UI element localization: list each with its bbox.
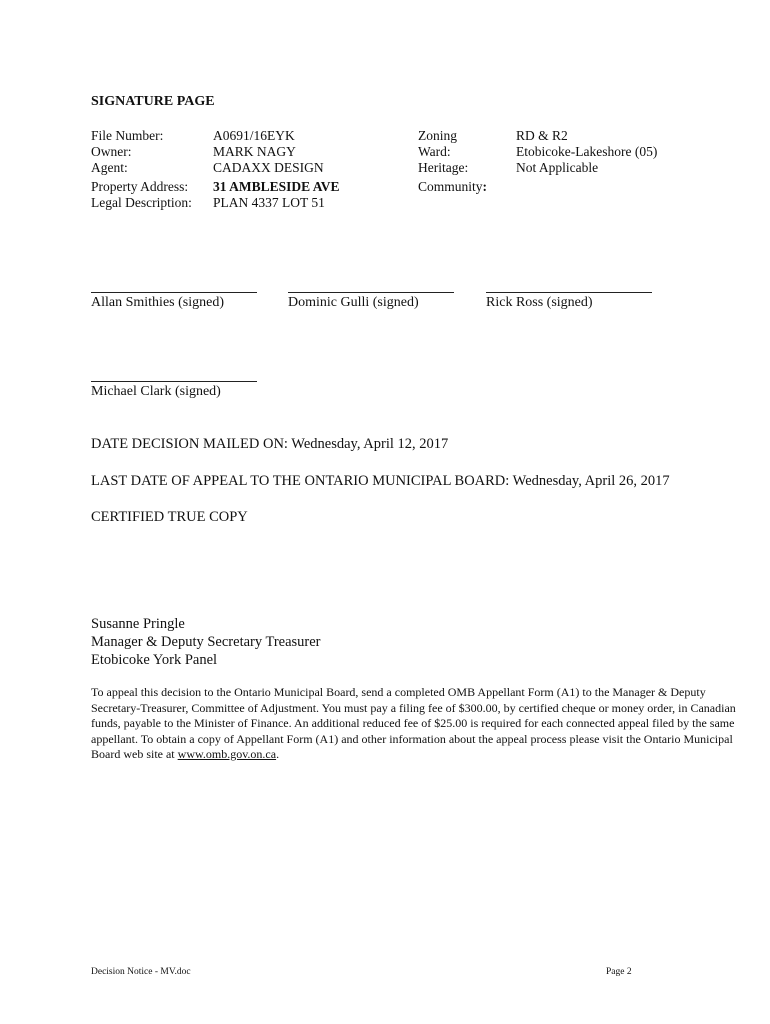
signature-name: Allan Smithies (signed): [91, 295, 224, 310]
appeal-instructions-text: To appeal this decision to the Ontario Municipal Board, send a completed OMB Appellant Form (A1) to the Manager & Deputy Secretary-Treasurer, Committee of Adjustment. You must pay a filing fee of $300.00, by certified cheque or money order, in Canadian funds, payable to the Minister of Finance. An additional reduced fee of $25.00 is required for each connected appeal filed by the same appellant. To obtain a copy of Appellant Form (A1) and other information about the appeal process please visit the Ontario Municipal Board web site at: [91, 685, 736, 761]
certified-true-copy: CERTIFIED TRUE COPY: [91, 509, 248, 525]
appeal-instructions: [91, 685, 741, 763]
file-number-value: A0691/16EYK: [213, 128, 295, 143]
footer-document-name: Decision Notice - MV.doc: [91, 967, 191, 977]
agent-label: Agent:: [91, 160, 128, 175]
signer-panel: Etobicoke York Panel: [91, 652, 218, 668]
signer-title: Manager & Deputy Secretary Treasurer: [91, 634, 321, 650]
appeal-instructions-end: .: [276, 747, 280, 761]
heritage-label: Heritage:: [418, 160, 469, 175]
property-address-value: 31 AMBLESIDE AVE: [213, 179, 340, 194]
zoning-value: RD & R2: [516, 128, 568, 143]
ward-label: Ward:: [418, 144, 451, 159]
signature-name: Michael Clark (signed): [91, 384, 221, 399]
owner-value: MARK NAGY: [213, 144, 296, 159]
legal-description-value: PLAN 4337 LOT 51: [213, 195, 325, 210]
agent-value: CADAXX DESIGN: [213, 160, 324, 175]
community-label: [418, 179, 487, 195]
signature-line: [91, 381, 257, 382]
property-address-label: Property Address:: [91, 179, 189, 194]
page-heading: SIGNATURE PAGE: [91, 94, 215, 109]
signature-name: Dominic Gulli (signed): [288, 295, 419, 310]
zoning-label: Zoning: [418, 128, 457, 143]
footer-page-number: Page 2: [606, 967, 632, 977]
owner-label: Owner:: [91, 144, 132, 159]
omb-website-link[interactable]: www.omb.gov.on.ca: [177, 747, 277, 761]
legal-description-label: Legal Description:: [91, 195, 192, 210]
heritage-value: Not Applicable: [516, 160, 599, 175]
signature-name: Rick Ross (signed): [486, 295, 593, 310]
signature-line: [288, 292, 454, 293]
signature-line: [91, 292, 257, 293]
community-label-colon: :: [482, 179, 488, 194]
date-decision-mailed: DATE DECISION MAILED ON: Wednesday, April 12, 2017: [91, 436, 449, 452]
signature-line: [486, 292, 652, 293]
file-number-label: File Number:: [91, 128, 164, 143]
community-label-text: Community: [418, 179, 483, 194]
ward-value: Etobicoke-Lakeshore (05): [516, 144, 658, 159]
last-date-of-appeal: LAST DATE OF APPEAL TO THE ONTARIO MUNICIPAL BOARD: Wednesday, April 26, 2017: [91, 473, 670, 489]
signer-name: Susanne Pringle: [91, 616, 185, 632]
